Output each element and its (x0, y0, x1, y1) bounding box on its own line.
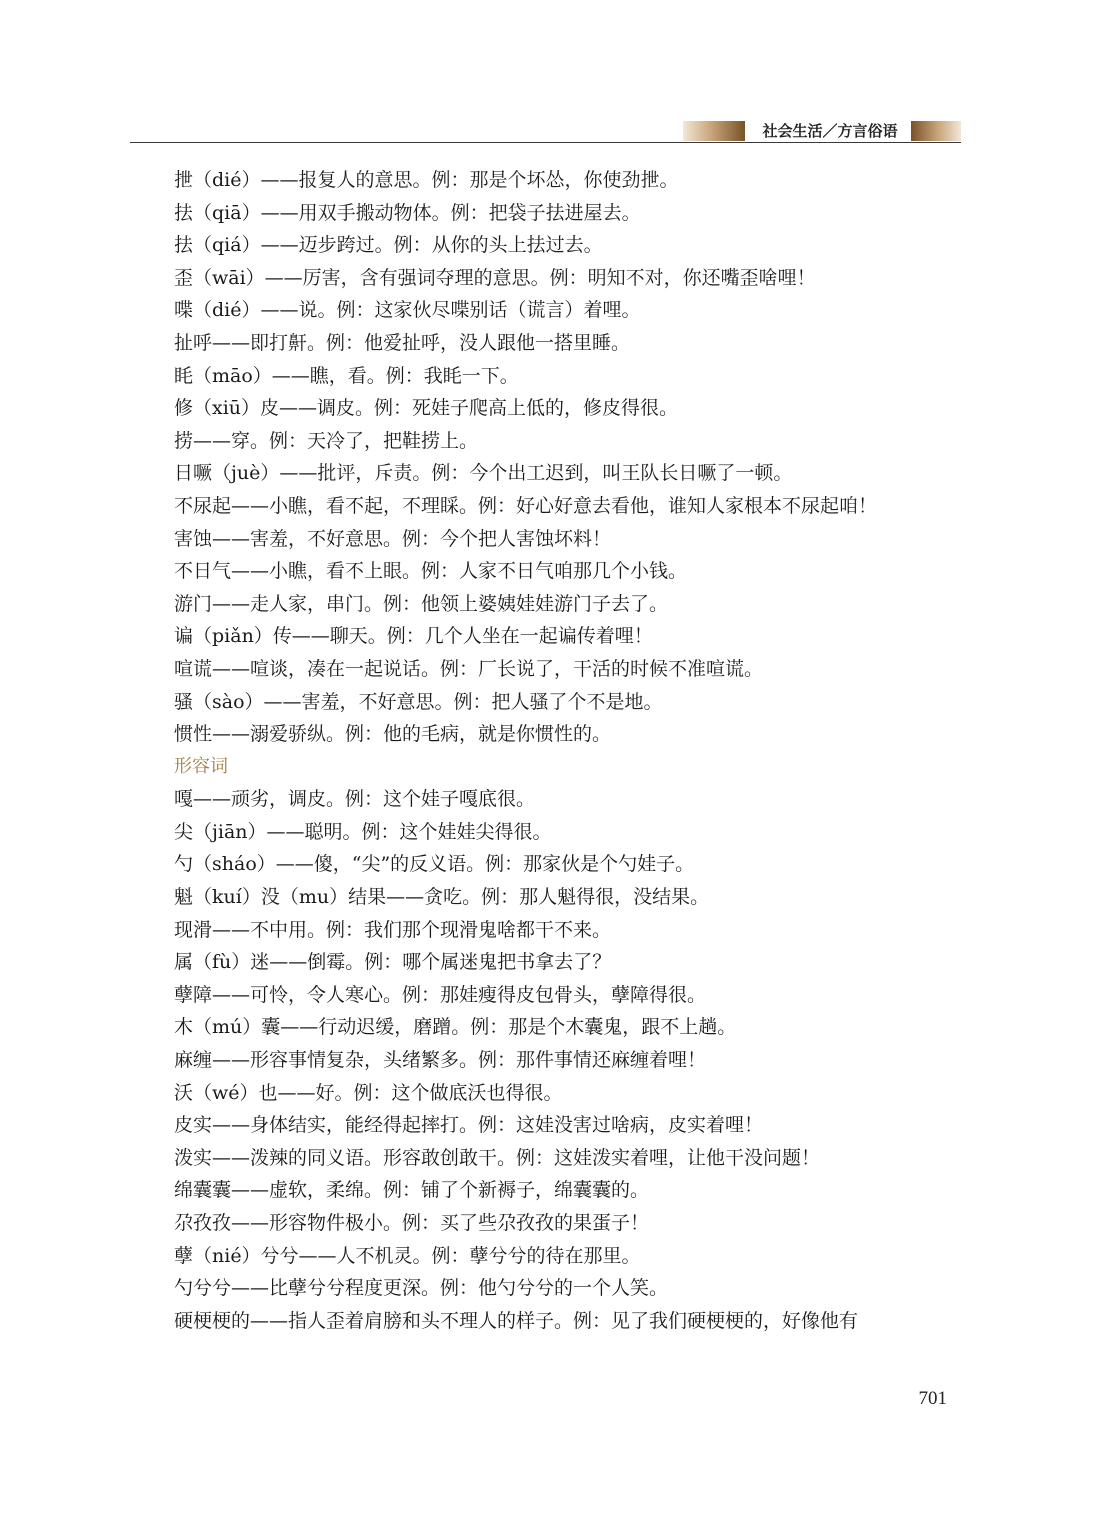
entry: 谝（piǎn）传——聊天。例：几个人坐在一起谝传着哩！ (174, 625, 653, 648)
entry: 尕孜孜——形容物件极小。例：买了些尕孜孜的果蛋子！ (174, 1212, 650, 1234)
entry: 扯呼——即打鼾。例：他爱扯呼，没人跟他一搭里睡。 (174, 331, 631, 354)
entry: 抾（qiā）——用双手搬动物体。例：把袋子抾进屋去。 (174, 201, 641, 224)
entry: 游门——走人家，串门。例：他领上婆姨娃娃游门子去了。 (174, 592, 669, 615)
header-rule (130, 142, 961, 143)
header-title: 社会生活／方言俗语 (762, 122, 898, 140)
section-heading-adjectives: 形容词 (174, 755, 228, 777)
entry: 勺兮兮——比孽兮兮程度更深。例：他勺兮兮的一个人笑。 (174, 1277, 669, 1300)
entry: 喧谎——喧谈，凑在一起说话。例：厂长说了，干活的时候不准喧谎。 (174, 657, 764, 680)
entry: 硬梗梗的——指人歪着肩膀和头不理人的样子。例：见了我们硬梗梗的，好像他有 (174, 1309, 859, 1332)
entry: 害蚀——害羞，不好意思。例：今个把人害蚀坏料！ (174, 527, 612, 550)
entry: 泼实——泼辣的同义语。形容敢创敢干。例：这娃泼实着哩，让他干没问题！ (174, 1146, 821, 1169)
entry: 孽障——可怜，令人寒心。例：那娃瘦得皮包骨头，孽障得很。 (174, 983, 707, 1006)
header-decor-bar-right (911, 121, 961, 141)
entry: 绵囊囊——虚软，柔绵。例：铺了个新褥子，绵囊囊的。 (174, 1179, 650, 1202)
entry: 骚（sào）——害羞，不好意思。例：把人骚了个不是地。 (174, 690, 663, 713)
entry: 嘎——顽劣，调皮。例：这个娃子嘎底很。 (174, 788, 536, 811)
entry: 属（fù）迷——倒霉。例：哪个属迷鬼把书拿去了？ (174, 951, 612, 974)
entry: 孽（nié）兮兮——人不机灵。例：孽兮兮的待在那里。 (174, 1244, 641, 1267)
entry: 惯性——溺爱骄纵。例：他的毛病，就是你惯性的。 (174, 723, 612, 746)
entry: 日噘（juè）——批评，斥责。例：今个出工迟到，叫王队长日噘了一顿。 (174, 462, 793, 485)
entry-long: 不尿起——小瞧，看不起，不理睬。例：好心好意去看他，谁知人家根本不尿起咱！ (174, 494, 878, 517)
entry: 麻缠——形容事情复杂，头绪繁多。例：那件事情还麻缠着哩！ (174, 1049, 707, 1072)
entry: 勺（sháo）——傻，“尖”的反义语。例：那家伙是个勺娃子。 (174, 853, 695, 876)
entry: 喋（dié）——说。例：这家伙尽喋别话（谎言）着哩。 (174, 299, 641, 322)
entry: 沃（wé）也——好。例：这个做底沃也得很。 (174, 1081, 563, 1104)
entry: 眊（māo）——瞧，看。例：我眊一下。 (174, 364, 519, 387)
entry: 不日气——小瞧，看不上眼。例：人家不日气咱那几个小钱。 (174, 560, 688, 583)
entry: 木（mú）囊——行动迟缓，磨蹭。例：那是个木囊鬼，跟不上趟。 (174, 1016, 737, 1039)
header-decor-bar-left (683, 121, 745, 141)
entry: 尖（jiān）——聪明。例：这个娃娃尖得很。 (174, 820, 552, 843)
page-body (133, 164, 963, 1337)
entry: 皮实——身体结实，能经得起摔打。例：这娃没害过啥病，皮实着哩！ (174, 1114, 764, 1137)
entry: 捞——穿。例：天冷了，把鞋捞上。 (174, 429, 479, 452)
page-number: 701 (918, 1388, 947, 1409)
entry: 歪（wāi）——厉害，含有强词夺理的意思。例：明知不对，你还嘴歪啥哩！ (174, 266, 816, 289)
entry: 抴（dié）——报复人的意思。例：那是个坏怂，你使劲抴。 (174, 169, 679, 191)
entry: 现滑——不中用。例：我们那个现滑鬼啥都干不来。 (174, 918, 612, 941)
entry: 魁（kuí）没（mu）结果——贪吃。例：那人魁得很，没结果。 (174, 886, 710, 909)
running-header (130, 121, 961, 143)
entry: 修（xiū）皮——调皮。例：死娃子爬高上低的，修皮得很。 (174, 397, 679, 420)
entry: 抾（qiá）——迈步跨过。例：从你的头上抾过去。 (174, 234, 603, 257)
